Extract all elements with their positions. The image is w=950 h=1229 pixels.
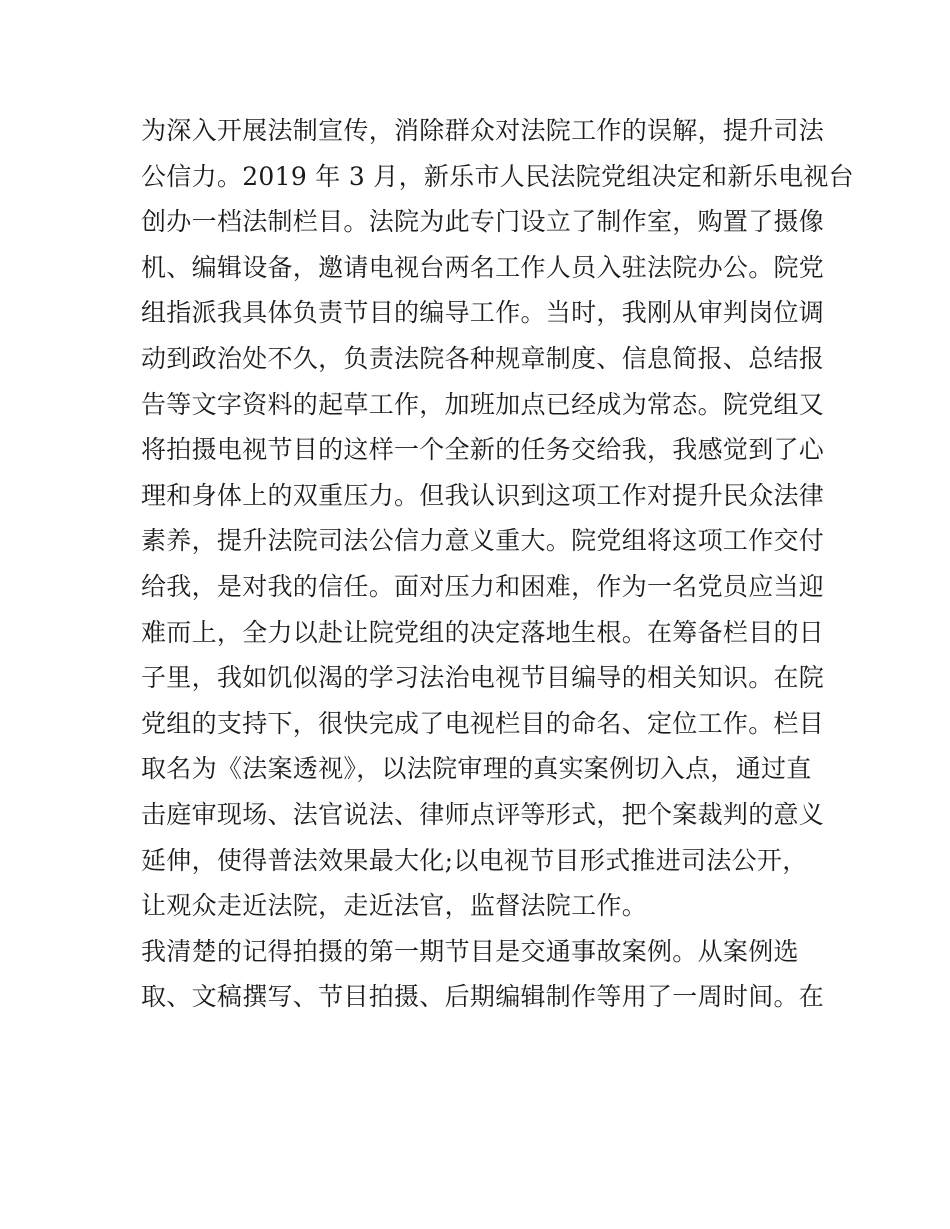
text-line: 组指派我具体负责节目的编导工作。当时，我刚从审判岗位调 <box>141 298 825 328</box>
text-line: 子里，我如饥似渴的学习法治电视节目编导的相关知识。在院 <box>141 663 825 693</box>
body-text <box>141 108 854 1020</box>
text-line: 给我，是对我的信任。面对压力和困难，作为一名党员应当迎 <box>141 571 825 601</box>
text-line: 创办一档法制栏目。法院为此专门设立了制作室，购置了摄像 <box>141 207 825 237</box>
text-line: 难而上，全力以赴让院党组的决定落地生根。在筹备栏目的日 <box>141 617 825 647</box>
text-line: 我清楚的记得拍摄的第一期节目是交通事故案例。从案例选 <box>141 936 799 966</box>
text-line: 素养，提升法院司法公信力意义重大。院党组将这项工作交付 <box>141 526 825 556</box>
text-line: 公信力。2019 年 3 月，新乐市人民法院党组决定和新乐电视台 <box>141 161 854 191</box>
text-line: 动到政治处不久，负责法院各种规章制度、信息简报、总结报 <box>141 343 825 373</box>
text-line: 将拍摄电视节目的这样一个全新的任务交给我，我感觉到了心 <box>141 435 825 465</box>
text-line: 取名为《法案透视》，以法院审理的真实案例切入点，通过直 <box>141 754 812 784</box>
text-line: 击庭审现场、法官说法、律师点评等形式，把个案裁判的意义 <box>141 799 825 829</box>
text-line: 延伸，使得普法效果最大化;以电视节目形式推进司法公开， <box>141 845 808 875</box>
text-line: 理和身体上的双重压力。但我认识到这项工作对提升民众法律 <box>141 480 825 510</box>
text-line: 取、文稿撰写、节目拍摄、后期编辑制作等用了一周时间。在 <box>141 982 825 1012</box>
text-line: 让观众走近法院，走近法官，监督法院工作。 <box>141 891 648 921</box>
text-line: 党组的支持下，很快完成了电视栏目的命名、定位工作。栏目 <box>141 708 825 738</box>
text-line: 为深入开展法制宣传，消除群众对法院工作的误解，提升司法 <box>141 116 825 145</box>
text-line: 告等文字资料的起草工作，加班加点已经成为常态。院党组又 <box>141 389 825 419</box>
text-line: 机、编辑设备，邀请电视台两名工作人员入驻法院办公。院党 <box>141 252 825 282</box>
